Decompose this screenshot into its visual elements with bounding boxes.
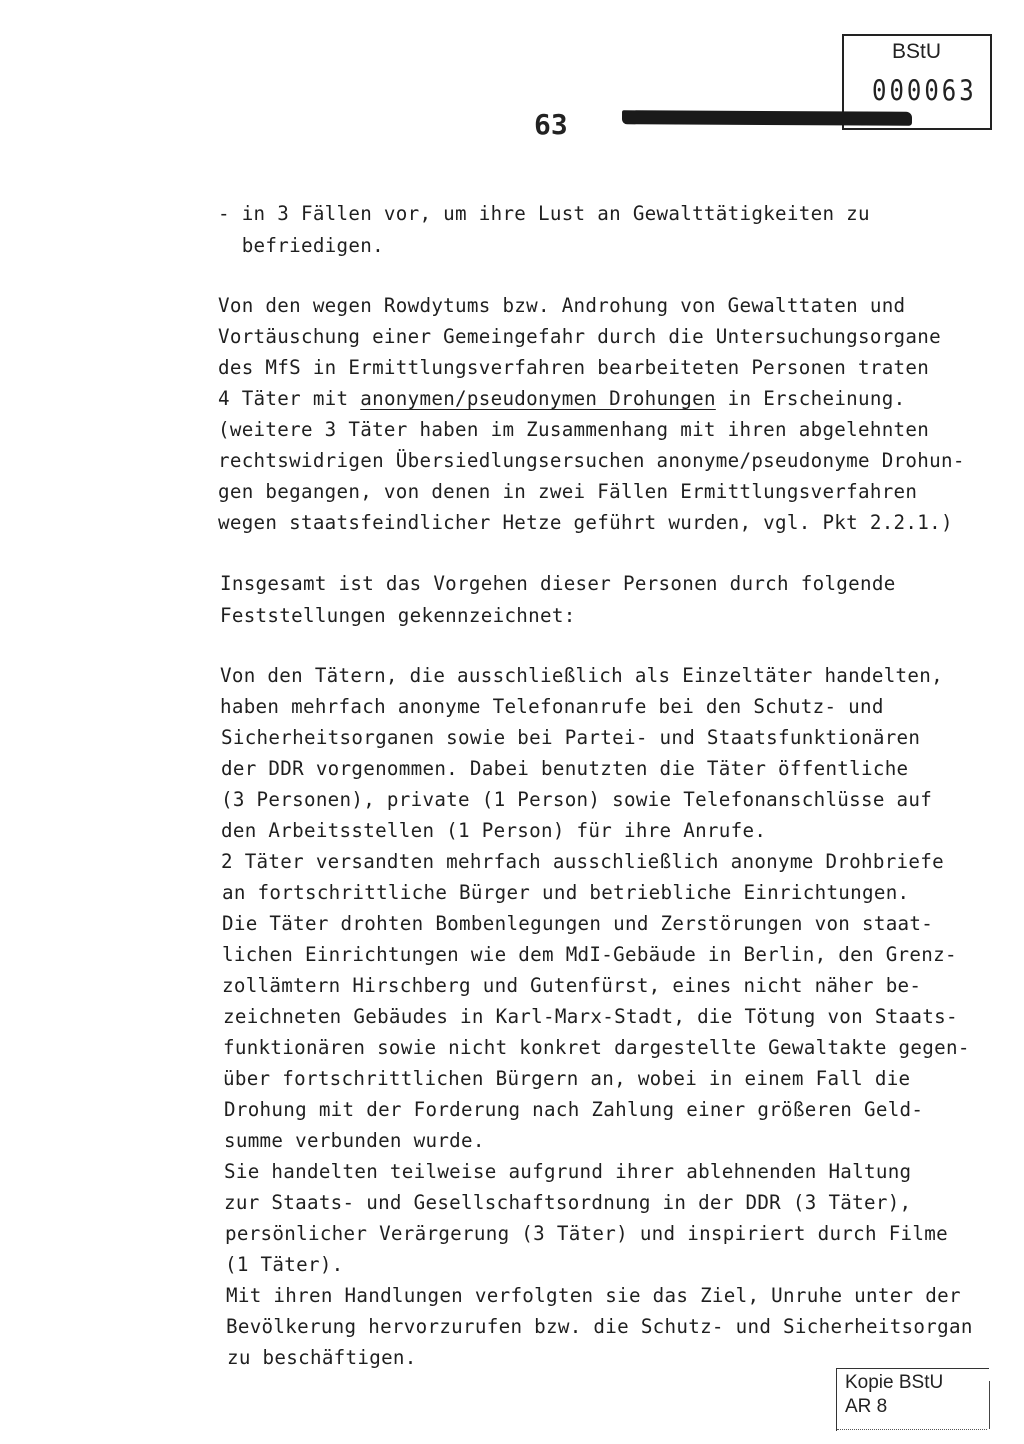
stamp-border xyxy=(837,1429,987,1430)
text-line: über fortschrittlichen Bürgern an, wobei in einem Fall die xyxy=(223,1067,911,1090)
text-line: Mit ihren Handlungen verfolgten sie das Ziel, Unruhe unter der xyxy=(226,1284,961,1307)
redaction-bar xyxy=(622,110,912,126)
text-line: - in 3 Fällen vor, um ihre Lust an Gewalttätigkeiten zu xyxy=(218,202,870,225)
text-line: Feststellungen gekennzeichnet: xyxy=(220,604,576,627)
text-line: summe verbunden wurde. xyxy=(224,1129,485,1152)
stamp-border xyxy=(989,1381,990,1429)
text-segment: 4 Täter mit xyxy=(218,387,361,410)
archive-stamp-label: BStU xyxy=(892,40,942,63)
page-number: 63 xyxy=(534,108,568,141)
archive-stamp-number: 000063 xyxy=(872,74,977,108)
text-line: Die Täter drohten Bombenlegungen und Zerstörungen von staat- xyxy=(222,912,934,935)
copy-stamp xyxy=(836,1368,989,1431)
text-line: zeichneten Gebäudes in Karl-Marx-Stadt, die Tötung von Staats- xyxy=(223,1005,958,1028)
text-line: an fortschrittliche Bürger und betriebliche Einrichtungen. xyxy=(222,881,910,904)
text-line: Sicherheitsorganen sowie bei Partei- und Staatsfunktionären xyxy=(221,726,921,749)
text-line: der DDR vorgenommen. Dabei benutzten die Täter öffentliche xyxy=(221,757,909,780)
copy-stamp-line1: Kopie BStU xyxy=(845,1372,944,1393)
text-line: Vortäuschung einer Gemeingefahr durch die Untersuchungsorgane xyxy=(218,325,941,348)
text-line: zur Staats- und Gesellschaftsordnung in der DDR (3 Täter), xyxy=(224,1191,912,1214)
text-line: zu beschäftigen. xyxy=(227,1346,417,1369)
text-line: persönlicher Verärgerung (3 Täter) und inspiriert durch Filme xyxy=(225,1222,948,1245)
text-line: befriedigen. xyxy=(218,234,384,257)
text-line: funktionären sowie nicht konkret dargestellte Gewaltakte gegen- xyxy=(223,1036,970,1059)
text-line: lichen Einrichtungen wie dem MdI-Gebäude in Berlin, den Grenz- xyxy=(222,943,957,966)
text-line: Von den wegen Rowdytums bzw. Androhung von Gewalttaten und xyxy=(218,294,906,317)
text-line: Drohung mit der Forderung nach Zahlung einer größeren Geld- xyxy=(224,1098,924,1121)
text-line: Bevölkerung hervorzurufen bzw. die Schutz- und Sicherheitsorgan xyxy=(226,1315,973,1338)
text-line: zollämtern Hirschberg und Gutenfürst, eines nicht näher be- xyxy=(222,974,922,997)
text-line: Sie handelten teilweise aufgrund ihrer ablehnenden Haltung xyxy=(224,1160,912,1183)
text-line: haben mehrfach anonyme Telefonanrufe bei den Schutz- und xyxy=(220,695,884,718)
text-line: wegen staatsfeindlicher Hetze geführt wurden, vgl. Pkt 2.2.1.) xyxy=(218,511,953,534)
text-line: rechtswidrigen Übersiedlungsersuchen anonyme/pseudonyme Drohun- xyxy=(218,449,965,472)
copy-stamp-line2: AR 8 xyxy=(845,1396,888,1417)
text-line: (1 Täter). xyxy=(225,1253,344,1276)
text-line: (3 Personen), private (1 Person) sowie Telefonanschlüsse auf xyxy=(221,788,933,811)
text-line: den Arbeitsstellen (1 Person) für ihre Anrufe. xyxy=(221,819,767,842)
text-line: des MfS in Ermittlungsverfahren bearbeiteten Personen traten xyxy=(218,356,930,379)
text-line: 2 Täter versandten mehrfach ausschließlich anonyme Drohbriefe xyxy=(221,850,944,873)
text-line: gen begangen, von denen in zwei Fällen Ermittlungsverfahren xyxy=(218,480,918,503)
underlined-phrase: anonymen/pseudonymen Drohungen xyxy=(360,387,716,410)
text-line: (weitere 3 Täter haben im Zusammenhang mit ihren abgelehnten xyxy=(218,418,930,441)
text-line: Insgesamt ist das Vorgehen dieser Personen durch folgende xyxy=(220,572,896,595)
text-line-with-underline xyxy=(218,387,905,410)
text-segment: in Erscheinung. xyxy=(715,387,906,410)
text-line: Von den Tätern, die ausschließlich als Einzeltäter handelten, xyxy=(220,664,943,687)
